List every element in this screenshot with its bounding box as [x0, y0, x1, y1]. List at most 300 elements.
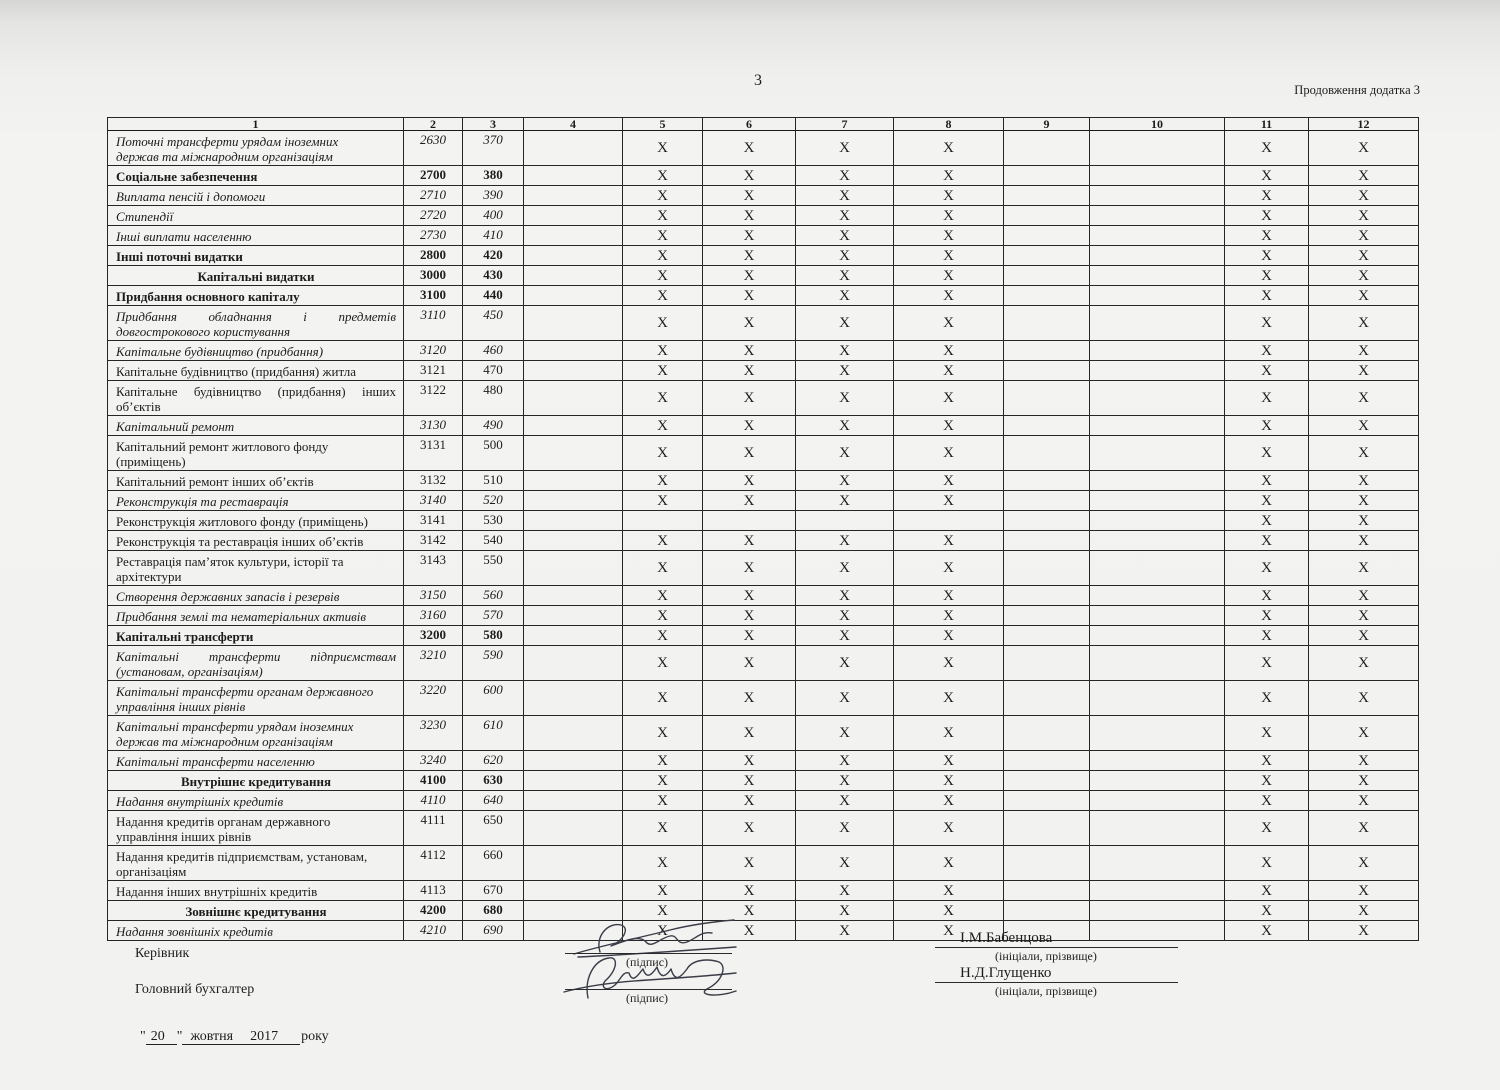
cell-col-11	[1225, 771, 1309, 791]
x-mark: X	[657, 607, 668, 624]
cell-col-6	[703, 416, 796, 436]
x-mark: X	[743, 607, 755, 624]
cell-col-12	[1309, 471, 1419, 491]
cell-col-9	[1004, 646, 1090, 681]
cell-col-8	[894, 341, 1004, 361]
x-mark: X	[1358, 560, 1369, 576]
cell-col-4	[524, 491, 623, 511]
cell-col-8	[894, 131, 1004, 166]
row-line-code: 540	[463, 531, 524, 551]
x-mark: X	[657, 752, 668, 769]
cell-col-4	[524, 306, 623, 341]
cell-col-5	[623, 131, 703, 166]
cell-col-9	[1004, 131, 1090, 166]
x-mark: X	[657, 655, 668, 671]
cell-col-10	[1090, 646, 1225, 681]
cell-col-12	[1309, 226, 1419, 246]
x-mark: X	[943, 140, 954, 156]
x-mark: X	[943, 792, 954, 809]
x-mark: X	[743, 472, 755, 489]
row-name-line: Інші поточні видатки	[116, 248, 243, 264]
cell-col-8	[894, 491, 1004, 511]
cell-col-10	[1090, 491, 1225, 511]
x-mark: X	[657, 855, 668, 871]
cell-col-6	[703, 131, 796, 166]
x-mark: X	[943, 587, 954, 604]
row-name-cell	[108, 846, 404, 881]
row-line-code: 570	[463, 606, 524, 626]
cell-col-10	[1090, 531, 1225, 551]
cell-col-10	[1090, 551, 1225, 586]
row-kekv-code: 4111	[404, 811, 463, 846]
row-name-line: Придбання землі та нематеріальних активів	[116, 608, 367, 624]
cell-col-12	[1309, 166, 1419, 186]
x-mark: X	[839, 587, 850, 604]
row-name-cell	[108, 491, 404, 511]
x-mark: X	[1261, 882, 1272, 899]
cell-col-5	[623, 416, 703, 436]
cell-col-5	[623, 471, 703, 491]
row-line-code: 480	[463, 381, 524, 416]
row-kekv-code: 4210	[404, 921, 463, 941]
cell-col-11	[1225, 131, 1309, 166]
x-mark: X	[943, 472, 954, 489]
row-name-line: Придбання обладнання і предметів	[116, 308, 396, 324]
cell-col-5	[623, 646, 703, 681]
table-row	[108, 811, 1419, 846]
row-name-line: Створення державних запасів і резервів	[116, 588, 340, 604]
row-kekv-code: 2720	[404, 206, 463, 226]
row-name-line: Виплата пенсій і допомоги	[116, 188, 266, 204]
cell-col-9	[1004, 341, 1090, 361]
x-mark: X	[657, 902, 668, 919]
row-line-code: 400	[463, 206, 524, 226]
cell-col-10	[1090, 511, 1225, 531]
report-date	[140, 1029, 329, 1045]
cell-col-10	[1090, 436, 1225, 471]
cell-col-9	[1004, 226, 1090, 246]
row-name-cell	[108, 551, 404, 586]
x-mark: X	[657, 560, 668, 576]
x-mark: X	[743, 587, 755, 604]
x-mark: X	[1358, 207, 1369, 224]
row-name-line: архітектури	[116, 568, 182, 584]
cell-col-11	[1225, 306, 1309, 341]
x-mark: X	[1358, 772, 1369, 789]
x-mark: X	[657, 390, 668, 406]
x-mark: X	[1261, 492, 1272, 509]
row-line-code: 380	[463, 166, 524, 186]
x-mark: X	[839, 287, 850, 304]
cell-col-5	[623, 531, 703, 551]
cell-col-6	[703, 531, 796, 551]
cell-col-11	[1225, 186, 1309, 206]
cell-col-12	[1309, 716, 1419, 751]
x-mark: X	[943, 247, 954, 264]
x-mark: X	[657, 627, 668, 644]
x-mark: X	[1261, 607, 1272, 624]
cell-col-4	[524, 791, 623, 811]
accountant-signature-line	[565, 989, 732, 990]
row-name-line: (установам, організаціям)	[116, 663, 263, 679]
row-kekv-code: 3143	[404, 551, 463, 586]
table-row	[108, 586, 1419, 606]
table-row	[108, 471, 1419, 491]
table-row	[108, 416, 1419, 436]
x-mark: X	[943, 445, 954, 461]
row-line-code: 520	[463, 491, 524, 511]
cell-col-8	[894, 881, 1004, 901]
cell-col-5	[623, 681, 703, 716]
cell-col-10	[1090, 381, 1225, 416]
row-name-line: Капітальні трансферти	[116, 628, 254, 644]
cell-col-7	[796, 436, 894, 471]
row-line-code: 680	[463, 901, 524, 921]
cell-col-5	[623, 186, 703, 206]
x-mark: X	[839, 247, 850, 264]
x-mark: X	[943, 187, 954, 204]
cell-col-5	[623, 881, 703, 901]
row-kekv-code: 3132	[404, 471, 463, 491]
cell-col-12	[1309, 606, 1419, 626]
row-name-cell	[108, 881, 404, 901]
row-name-cell	[108, 246, 404, 266]
cell-col-8	[894, 531, 1004, 551]
row-kekv-code: 3121	[404, 361, 463, 381]
director-role-label: Керівник	[135, 946, 190, 961]
cell-col-9	[1004, 381, 1090, 416]
cell-col-4	[524, 206, 623, 226]
cell-col-7	[796, 341, 894, 361]
cell-col-6	[703, 361, 796, 381]
x-mark: X	[657, 342, 668, 359]
header-col-1: 1	[108, 118, 404, 131]
x-mark: X	[1358, 512, 1369, 529]
x-mark: X	[1261, 512, 1272, 529]
x-mark: X	[943, 167, 954, 184]
x-mark: X	[1261, 342, 1272, 359]
row-line-code: 490	[463, 416, 524, 436]
row-name-line: Поточні трансферти урядам іноземних	[116, 133, 339, 149]
director-signature-caption: (підпис)	[626, 955, 669, 969]
cell-col-8	[894, 306, 1004, 341]
cell-col-12	[1309, 206, 1419, 226]
header-col-2: 2	[404, 118, 463, 131]
row-name-line: Стипендії	[116, 208, 174, 224]
header-col-9: 9	[1004, 118, 1090, 131]
x-mark: X	[743, 390, 755, 406]
cell-col-9	[1004, 511, 1090, 531]
row-name-cell	[108, 716, 404, 751]
row-line-code: 690	[463, 921, 524, 941]
x-mark: X	[839, 627, 850, 644]
director-name: І.М.Бабенцова	[960, 930, 1053, 946]
x-mark: X	[743, 902, 755, 919]
cell-col-8	[894, 246, 1004, 266]
row-kekv-code: 4200	[404, 901, 463, 921]
row-kekv-code: 3150	[404, 586, 463, 606]
row-name-line: Інші виплати населенню	[116, 228, 252, 244]
cell-col-5	[623, 791, 703, 811]
cell-col-4	[524, 846, 623, 881]
x-mark: X	[743, 655, 755, 671]
cell-col-4	[524, 811, 623, 846]
row-kekv-code: 3240	[404, 751, 463, 771]
row-kekv-code: 2710	[404, 186, 463, 206]
x-mark: X	[943, 690, 954, 706]
cell-col-11	[1225, 266, 1309, 286]
x-mark: X	[943, 655, 954, 671]
row-name-line: Капітальні видатки	[197, 268, 315, 284]
cell-col-9	[1004, 246, 1090, 266]
row-name-cell	[108, 791, 404, 811]
cell-col-11	[1225, 381, 1309, 416]
cell-col-8	[894, 646, 1004, 681]
cell-col-7	[796, 716, 894, 751]
x-mark: X	[657, 532, 668, 549]
x-mark: X	[943, 772, 954, 789]
x-mark: X	[743, 187, 755, 204]
cell-col-10	[1090, 681, 1225, 716]
x-mark: X	[839, 267, 850, 284]
row-line-code: 410	[463, 226, 524, 246]
row-name-line: Капітальні трансферти органам державного	[116, 683, 374, 699]
x-mark: X	[1261, 287, 1272, 304]
cell-col-11	[1225, 436, 1309, 471]
cell-col-10	[1090, 901, 1225, 921]
x-mark: X	[657, 772, 668, 789]
cell-col-8	[894, 266, 1004, 286]
header-col-8: 8	[894, 118, 1004, 131]
table-row	[108, 921, 1419, 941]
x-mark: X	[1261, 267, 1272, 284]
cell-col-6	[703, 771, 796, 791]
cell-col-10	[1090, 626, 1225, 646]
x-mark: X	[657, 227, 668, 244]
cell-col-7	[796, 166, 894, 186]
x-mark: X	[839, 792, 850, 809]
cell-col-9	[1004, 471, 1090, 491]
row-kekv-code: 3142	[404, 531, 463, 551]
x-mark: X	[1358, 445, 1369, 461]
cell-col-9	[1004, 751, 1090, 771]
x-mark: X	[1261, 855, 1272, 871]
cell-col-5	[623, 206, 703, 226]
row-name-line: Капітальні трансферти підприємствам	[116, 648, 396, 664]
row-kekv-code: 3141	[404, 511, 463, 531]
cell-col-6	[703, 791, 796, 811]
x-mark: X	[743, 532, 755, 549]
cell-col-4	[524, 551, 623, 586]
header-col-7: 7	[796, 118, 894, 131]
header-col-6: 6	[703, 118, 796, 131]
x-mark: X	[743, 207, 755, 224]
x-mark: X	[943, 267, 954, 284]
cell-col-12	[1309, 771, 1419, 791]
x-mark: X	[943, 882, 954, 899]
cell-col-5	[623, 811, 703, 846]
row-name-cell	[108, 471, 404, 491]
cell-col-9	[1004, 901, 1090, 921]
cell-col-7	[796, 416, 894, 436]
row-line-code: 420	[463, 246, 524, 266]
cell-col-7	[796, 586, 894, 606]
x-mark: X	[743, 267, 755, 284]
x-mark: X	[839, 187, 850, 204]
cell-col-6	[703, 286, 796, 306]
cell-col-8	[894, 186, 1004, 206]
cell-col-9	[1004, 586, 1090, 606]
cell-col-5	[623, 511, 703, 531]
x-mark: X	[839, 752, 850, 769]
x-mark: X	[943, 315, 954, 331]
cell-col-8	[894, 811, 1004, 846]
x-mark: X	[1358, 267, 1369, 284]
x-mark: X	[943, 855, 954, 871]
x-mark: X	[1261, 922, 1272, 939]
cell-col-9	[1004, 716, 1090, 751]
x-mark: X	[943, 287, 954, 304]
x-mark: X	[839, 390, 850, 406]
x-mark: X	[839, 167, 850, 184]
cell-col-5	[623, 381, 703, 416]
x-mark: X	[743, 315, 755, 331]
cell-col-9	[1004, 606, 1090, 626]
x-mark: X	[943, 417, 954, 434]
x-mark: X	[743, 417, 755, 434]
cell-col-9	[1004, 361, 1090, 381]
cell-col-6	[703, 246, 796, 266]
row-kekv-code: 3210	[404, 646, 463, 681]
row-line-code: 530	[463, 511, 524, 531]
row-name-line: Реконструкція та реставрація інших об’єктів	[116, 533, 364, 549]
cell-col-7	[796, 381, 894, 416]
cell-col-10	[1090, 606, 1225, 626]
accountant-signature-caption: (підпис)	[626, 991, 669, 1005]
cell-col-12	[1309, 921, 1419, 941]
cell-col-6	[703, 341, 796, 361]
cell-col-5	[623, 771, 703, 791]
cell-col-12	[1309, 246, 1419, 266]
row-name-line: Зовнішнє кредитування	[185, 903, 327, 919]
row-name-cell	[108, 306, 404, 341]
cell-col-6	[703, 606, 796, 626]
row-kekv-code: 2800	[404, 246, 463, 266]
cell-col-4	[524, 246, 623, 266]
cell-col-5	[623, 166, 703, 186]
row-name-cell	[108, 226, 404, 246]
cell-col-7	[796, 791, 894, 811]
x-mark: X	[1261, 315, 1272, 331]
page-number: 3	[754, 72, 762, 89]
row-line-code: 670	[463, 881, 524, 901]
cell-col-6	[703, 186, 796, 206]
row-name-line: об’єктів	[116, 398, 161, 414]
cell-col-11	[1225, 206, 1309, 226]
row-line-code: 470	[463, 361, 524, 381]
x-mark: X	[657, 922, 668, 939]
cell-col-6	[703, 881, 796, 901]
table-row	[108, 166, 1419, 186]
cell-col-7	[796, 131, 894, 166]
cell-col-9	[1004, 681, 1090, 716]
x-mark: X	[657, 207, 668, 224]
x-mark: X	[943, 607, 954, 624]
row-kekv-code: 3120	[404, 341, 463, 361]
x-mark: X	[657, 315, 668, 331]
row-name-line: держав та міжнародним організаціям	[116, 148, 333, 164]
x-mark: X	[743, 167, 755, 184]
x-mark: X	[743, 772, 755, 789]
row-name-cell	[108, 186, 404, 206]
x-mark: X	[839, 207, 850, 224]
cell-col-4	[524, 341, 623, 361]
table-row	[108, 531, 1419, 551]
cell-col-9	[1004, 881, 1090, 901]
cell-col-11	[1225, 901, 1309, 921]
table-header-row	[108, 118, 1419, 131]
x-mark: X	[943, 627, 954, 644]
cell-col-12	[1309, 491, 1419, 511]
x-mark: X	[839, 532, 850, 549]
cell-col-9	[1004, 436, 1090, 471]
header-col-5: 5	[623, 118, 703, 131]
table-row	[108, 226, 1419, 246]
cell-col-7	[796, 606, 894, 626]
x-mark: X	[1358, 607, 1369, 624]
cell-col-7	[796, 646, 894, 681]
cell-col-7	[796, 881, 894, 901]
cell-col-10	[1090, 206, 1225, 226]
row-line-code: 610	[463, 716, 524, 751]
cell-col-5	[623, 436, 703, 471]
cell-col-12	[1309, 266, 1419, 286]
cell-col-8	[894, 361, 1004, 381]
cell-col-9	[1004, 306, 1090, 341]
x-mark: X	[1358, 587, 1369, 604]
x-mark: X	[743, 362, 755, 379]
x-mark: X	[1358, 627, 1369, 644]
header-col-11: 11	[1225, 118, 1309, 131]
cell-col-6	[703, 491, 796, 511]
cell-col-6	[703, 436, 796, 471]
cell-col-5	[623, 246, 703, 266]
cell-col-4	[524, 771, 623, 791]
cell-col-4	[524, 286, 623, 306]
cell-col-12	[1309, 881, 1419, 901]
cell-col-12	[1309, 186, 1419, 206]
cell-col-7	[796, 306, 894, 341]
x-mark: X	[657, 472, 668, 489]
cell-col-8	[894, 681, 1004, 716]
table-row	[108, 206, 1419, 226]
row-name-line: організаціям	[116, 863, 187, 879]
cell-col-4	[524, 266, 623, 286]
cell-col-12	[1309, 286, 1419, 306]
cell-col-4	[524, 716, 623, 751]
cell-col-7	[796, 626, 894, 646]
x-mark: X	[1261, 417, 1272, 434]
cell-col-11	[1225, 551, 1309, 586]
cell-col-10	[1090, 166, 1225, 186]
row-name-cell	[108, 511, 404, 531]
cell-col-6	[703, 206, 796, 226]
x-mark: X	[657, 247, 668, 264]
x-mark: X	[1261, 627, 1272, 644]
cell-col-9	[1004, 491, 1090, 511]
x-mark: X	[839, 855, 850, 871]
x-mark: X	[1261, 140, 1272, 156]
